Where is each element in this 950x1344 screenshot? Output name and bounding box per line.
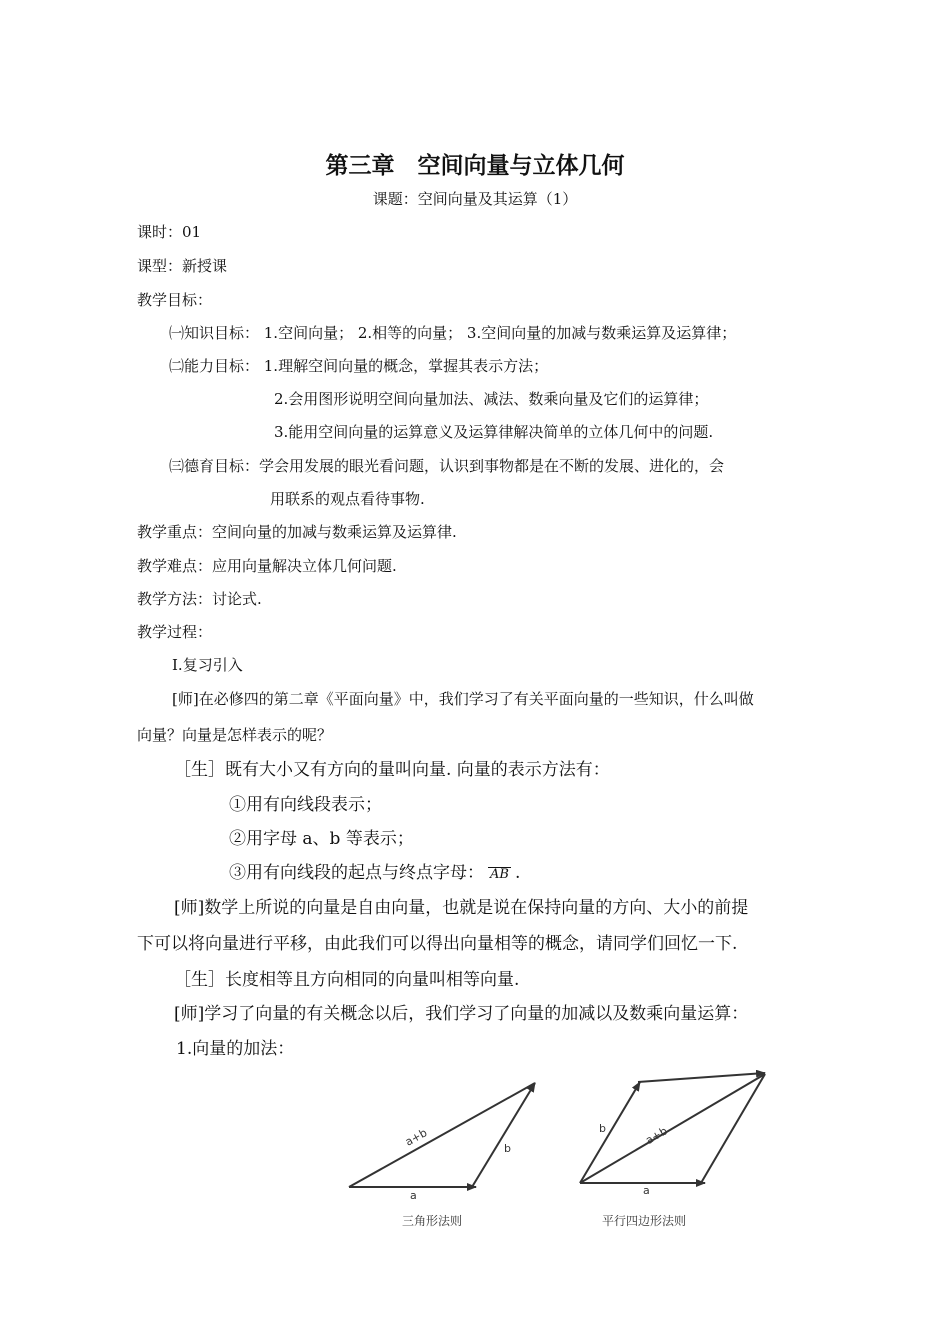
knowledge-objective: ㈠知识目标： 1.空间向量； 2.相等的向量； 3.空间向量的加减与数乘运算及运算律； [169,324,737,342]
moral-objective-1: ㈢德育目标：学会用发展的眼光看问题，认识到事物都是在不断的发展、进化的，会 [169,457,725,475]
process-heading: 教学过程： [137,623,213,641]
ability-objective-2: 2.会用图形说明空间向量加法、减法、数乘向量及它们的运算律； [274,390,709,408]
teacher-free-vector-line-1: [师]数学上所说的向量是自由向量，也就是说在保持向量的方向、大小的前提 [174,898,749,918]
item-3-prefix: ③用有向线段的起点与终点字母： [229,863,484,883]
vector-sum-line [580,1074,765,1183]
parallelogram-rule-figure [565,1070,785,1240]
moral-objective-2: 用联系的观点看待事物. [270,490,425,508]
right-side-line [701,1074,765,1183]
label-b: b [504,1142,511,1155]
section-review: Ⅰ.复习引入 [172,656,243,674]
chapter-title: 第三章 空间向量与立体几何 [325,153,625,179]
lesson-subtitle: 课题：空间向量及其运算（1） [372,190,578,208]
representation-item-2: ②用字母 a、b 等表示； [229,829,414,849]
vector-sum-line [349,1083,535,1187]
label-a: a [410,1189,417,1202]
objectives-heading: 教学目标： [137,291,213,309]
parallelogram-caption: 平行四边形法则 [602,1214,687,1228]
label-b: b [599,1122,606,1135]
label-a: a [643,1184,650,1197]
student-answer-2: ［生］长度相等且方向相同的向量叫相等向量. [174,970,520,990]
vector-b-arrow [580,1082,640,1183]
top-side-arrow [638,1073,765,1082]
subsection-vector-addition: 1.向量的加法： [176,1039,295,1059]
representation-item-3 [229,862,520,884]
teacher-free-vector-line-2: 下可以将向量进行平移，由此我们可以得出向量相等的概念，请同学们回忆一下. [137,934,738,954]
ability-objective-1: ㈡能力目标： 1.理解空间向量的概念，掌握其表示方法； [169,357,549,375]
teacher-operations: [师]学习了向量的有关概念以后，我们学习了向量的加减以及数乘向量运算： [174,1004,749,1024]
ability-objective-3: 3.能用空间向量的运算意义及运算律解决简单的立体几何中的问题. [274,423,714,441]
item-3-suffix: . [514,863,521,883]
representation-item-1: ①用有向线段表示； [229,795,382,815]
vector-ab: AB [490,867,509,882]
triangle-caption: 三角形法则 [402,1214,463,1228]
lesson-type: 课型：新授课 [137,257,228,275]
teacher-question-line-1: [师]在必修四的第二章《平面向量》中，我们学习了有关平面向量的一些知识，什么叫做 [172,690,754,708]
vector-b-arrow [472,1083,535,1187]
student-answer-1: ［生］既有大小又有方向的量叫向量. 向量的表示方法有： [174,760,610,780]
teacher-question-line-2: 向量？向量是怎样表示的呢？ [137,726,333,744]
difficulty: 教学难点：应用向量解决立体几何问题. [137,557,397,575]
label-sum: a+b [402,1126,430,1149]
key-point: 教学重点：空间向量的加减与数乘运算及运算律. [137,523,457,541]
lesson-period: 课时：01 [137,223,202,241]
label-sum: a+b [643,1124,670,1148]
teaching-method: 教学方法：讨论式. [137,590,262,608]
triangle-rule-figure [330,1070,560,1240]
